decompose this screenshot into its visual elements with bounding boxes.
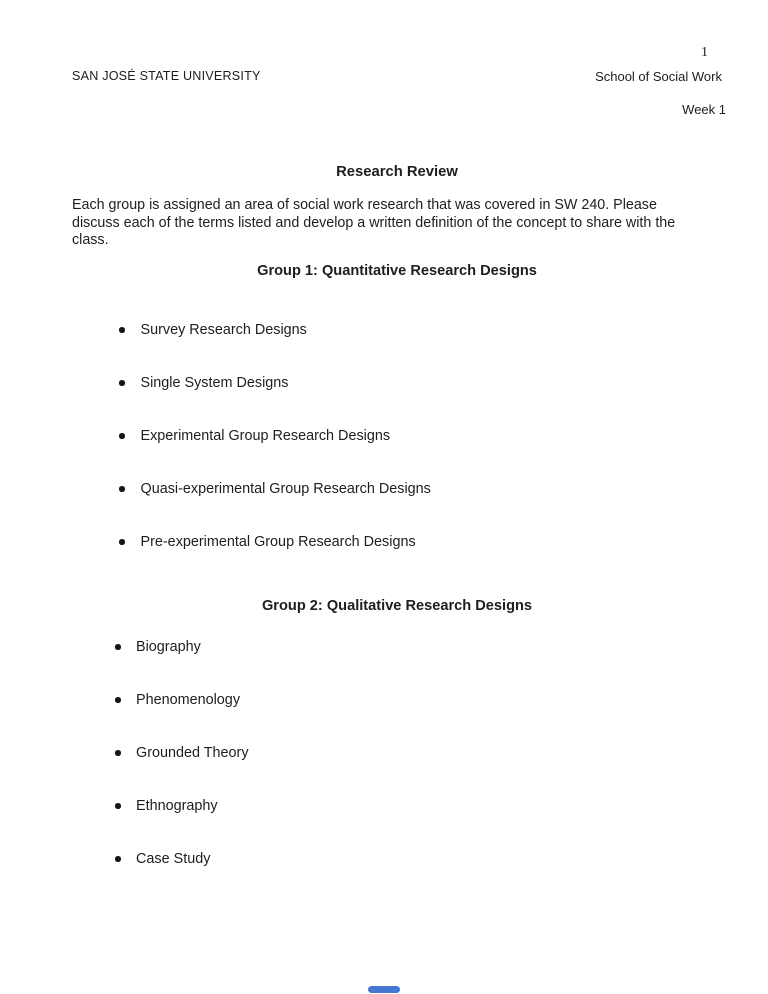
bullet-icon — [119, 380, 125, 386]
bullet-icon — [115, 750, 121, 756]
list-item — [115, 797, 249, 815]
list-item-label: Single System Designs — [140, 375, 289, 391]
group2-heading: Group 2: Qualitative Research Designs — [261, 598, 533, 614]
list-item-label: Case Study — [136, 851, 211, 867]
group1-heading: Group 1: Quantitative Research Designs — [257, 263, 537, 279]
page-number: 1 — [701, 45, 708, 60]
list-item — [119, 374, 431, 392]
list-item-label: Quasi-experimental Group Research Designs — [140, 481, 431, 497]
list-item — [115, 691, 249, 709]
header-school-name: School of Social Work — [595, 69, 722, 84]
bullet-icon — [115, 856, 121, 862]
list-item — [119, 533, 431, 551]
intro-line: class. — [72, 232, 109, 248]
list-item — [115, 638, 249, 656]
bullet-icon — [119, 433, 125, 439]
bullet-icon — [119, 327, 125, 333]
list-item-label: Biography — [136, 639, 201, 655]
list-item-label: Experimental Group Research Designs — [140, 428, 391, 444]
scroll-indicator[interactable] — [368, 986, 400, 993]
header-university-name: SAN JOSÉ STATE UNIVERSITY — [72, 69, 261, 83]
group2-bullet-list — [115, 638, 249, 903]
list-item — [119, 321, 431, 339]
list-item — [115, 744, 249, 762]
intro-line: Each group is assigned an area of social work research that was covered in SW 240. Please — [72, 197, 657, 213]
list-item-label: Survey Research Designs — [140, 322, 307, 338]
list-item-label: Grounded Theory — [136, 745, 249, 761]
bullet-icon — [115, 803, 121, 809]
bullet-icon — [119, 539, 125, 545]
header-week-label: Week 1 — [682, 102, 726, 117]
list-item — [115, 850, 249, 868]
list-item — [119, 427, 431, 445]
list-item — [119, 480, 431, 498]
bullet-icon — [115, 697, 121, 703]
group1-bullet-list — [119, 321, 431, 586]
bullet-icon — [119, 486, 125, 492]
list-item-label: Ethnography — [136, 798, 218, 814]
list-item-label: Phenomenology — [136, 692, 241, 708]
bullet-icon — [115, 644, 121, 650]
list-item-label: Pre-experimental Group Research Designs — [140, 534, 416, 550]
intro-line: discuss each of the terms listed and develop a written definition of the concept to share with the — [72, 214, 676, 231]
document-title: Research Review — [336, 164, 458, 180]
intro-paragraph — [72, 197, 732, 250]
